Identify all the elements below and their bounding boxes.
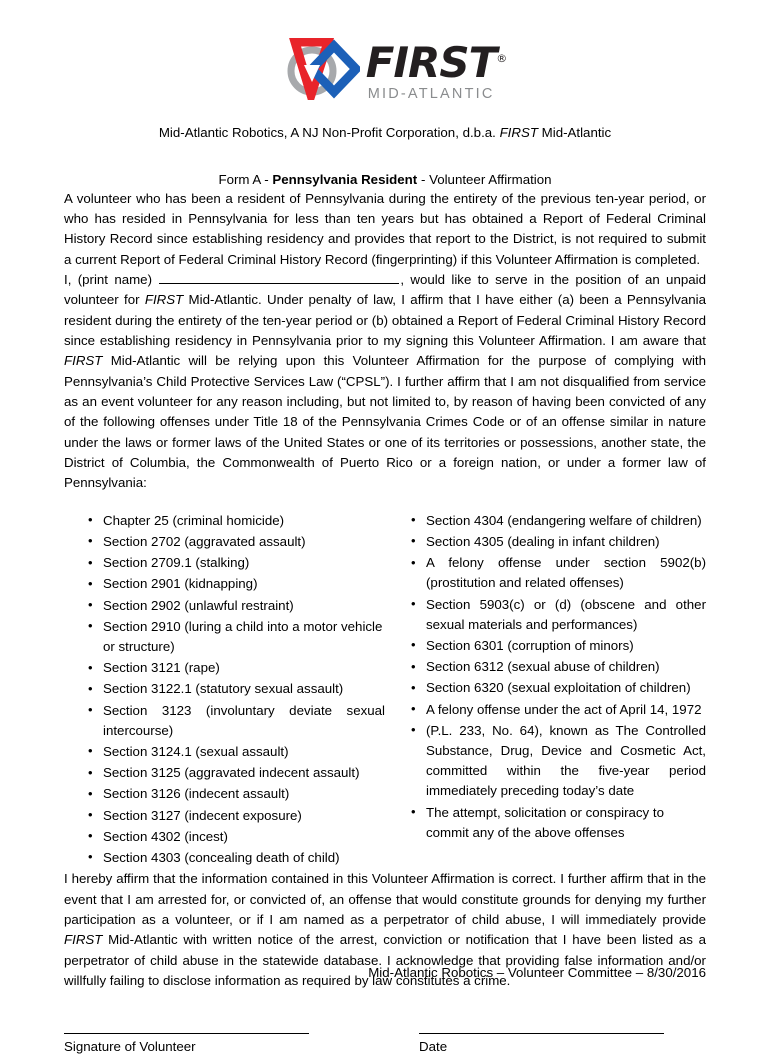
list-item: • Section 3127 (indecent exposure) xyxy=(86,806,385,826)
affirmation-first-brand-2: FIRST xyxy=(64,353,103,369)
signature-label-volunteer: Signature of Volunteer xyxy=(64,1039,196,1054)
list-item: • Section 2902 (unlawful restraint) xyxy=(86,596,385,616)
list-item: • Section 2901 (kidnapping) xyxy=(86,574,385,594)
form-title-suffix: - Volunteer Affirmation xyxy=(417,172,552,188)
affirmation-text-b: Mid-Atlantic. Under penalty of law, I affirm that I have either (a) been a Pennsylvania resident during the entirety of the ten-year period or (b) obtained a Report of Federal Criminal History Record since establishing residency in Pennsylvania prior to my signing this Volunteer Affirmation. I am aware that xyxy=(64,292,706,348)
org-line-first-brand: FIRST xyxy=(499,125,538,140)
list-item: • A felony offense under the act of April 14, 1972 xyxy=(409,700,706,720)
offense-list-left-column xyxy=(64,511,385,869)
list-item: • Section 3122.1 (statutory sexual assault) xyxy=(86,679,385,699)
registered-trademark-icon: ® xyxy=(496,52,507,65)
list-item: • Section 6312 (sexual abuse of children) xyxy=(409,657,706,677)
form-title-emphasis: Pennsylvania Resident xyxy=(272,172,418,188)
list-item: • Section 2910 (luring a child into a motor vehicle or structure) xyxy=(86,617,385,657)
affirmation-text-a: , would like to serve in the position of an unpaid volunteer for xyxy=(64,271,706,308)
list-item: • Section 4304 (endangering welfare of children) xyxy=(409,511,706,531)
intro-paragraph: A volunteer who has been a resident of Pennsylvania during the entirety of the previous ten-year period, or who has resided in Pennsylvania for less than ten years but has obtained a Report of Federal Criminal History Record since establishing residency and provides that report to the District, is not required to submit a current Report of Federal Criminal History Record (fingerprinting) if this Volunteer Affirmation is completed. xyxy=(64,190,706,267)
affirmation-first-brand-1: FIRST xyxy=(144,292,184,308)
signature-line-volunteer[interactable] xyxy=(64,1033,309,1034)
affirmation-text-c: Mid-Atlantic will be relying upon this Volunteer Affirmation for the purpose of complying with Pennsylvania’s Child Protective Services Law (“CPSL”). I further affirm that I am not disqualified from service as an event volunteer for any reason including, but not limited to, by reason of having been convicted of any of the following offenses under Title 18 of the Pennsylvania Crimes Code or of an offense similar in nature under the laws or former laws of the United States or one of its territories or possessions, another state, the District of Columbia, the Commonwealth of Puerto Rico or a foreign nation, or under a former law of Pennsylvania: xyxy=(64,353,706,491)
list-item: • Section 2702 (aggravated assault) xyxy=(86,532,385,552)
list-item: • Section 5903(c) or (d) (obscene and other sexual materials and performances) xyxy=(409,595,706,635)
offense-lists xyxy=(64,511,706,869)
logo-wordmark-text: FIRST xyxy=(365,38,497,87)
list-item: • Section 4305 (dealing in infant children) xyxy=(409,532,706,552)
final-first-brand: FIRST xyxy=(64,932,103,948)
logo-subtitle: MID-ATLANTIC xyxy=(367,86,495,102)
offense-list-right xyxy=(409,511,706,843)
page-title xyxy=(64,171,706,188)
list-item: • Section 4302 (incest) xyxy=(86,827,385,847)
signature-field-volunteer xyxy=(64,1033,385,1054)
first-logo-mark-icon xyxy=(264,38,360,100)
list-item: • Chapter 25 (criminal homicide) xyxy=(86,511,385,531)
print-name-input[interactable] xyxy=(159,272,399,284)
list-item: • Section 3126 (indecent assault) xyxy=(86,784,385,804)
page-footer: Mid-Atlantic Robotics – Volunteer Committee – 8/30/2016 xyxy=(368,965,706,980)
form-title-prefix: Form A - xyxy=(218,172,273,188)
org-line-prefix: Mid-Atlantic Robotics, A NJ Non-Profit Corporation, d.b.a. xyxy=(158,125,500,140)
org-line-suffix: Mid-Atlantic xyxy=(537,125,612,140)
first-mid-atlantic-logo xyxy=(64,0,706,102)
final-text-a: I hereby affirm that the information contained in this Volunteer Affirmation is correct. I further affirm that in the event that I am arrested for, or convicted of, an offense that would constitute grounds for denying my further participation as a volunteer, or if I am named as a perpetrator of child abuse, I will immediately provide xyxy=(64,871,706,927)
signature-field-date xyxy=(385,1033,706,1054)
signature-label-date: Date xyxy=(419,1039,448,1054)
list-item: • Section 6301 (corruption of minors) xyxy=(409,636,706,656)
list-item: • Section 6320 (sexual exploitation of children) xyxy=(409,678,706,698)
list-item: • Section 2709.1 (stalking) xyxy=(86,553,385,573)
print-name-label: I, (print name) xyxy=(64,271,159,287)
offense-list-right-column xyxy=(385,511,706,869)
list-item: • (P.L. 233, No. 64), known as The Controlled Substance, Drug, Device and Cosmetic Act, committed within the five-year period immediately preceding today’s date xyxy=(409,721,706,802)
logo-wordmark xyxy=(365,38,507,87)
signature-row xyxy=(64,1033,706,1054)
list-item: • Section 3121 (rape) xyxy=(86,658,385,678)
organization-line xyxy=(64,124,706,141)
final-text-b: Mid-Atlantic with written notice of the arrest, conviction or notification that I have been listed as a perpetrator of child abuse in the statewide database. I acknowledge that providing false information and/or willfully failing to disclose information as required by law constitutes a crime. xyxy=(64,932,706,988)
list-item: • Section 3125 (aggravated indecent assault) xyxy=(86,763,385,783)
list-item: • The attempt, solicitation or conspiracy to commit any of the above offenses xyxy=(409,803,706,843)
offense-list-left xyxy=(86,511,385,868)
signature-line-date[interactable] xyxy=(419,1033,664,1034)
list-item: • Section 3123 (involuntary deviate sexual intercourse) xyxy=(86,701,385,741)
list-item: • Section 3124.1 (sexual assault) xyxy=(86,742,385,762)
affirmation-paragraph xyxy=(64,270,706,494)
list-item: • A felony offense under section 5902(b) (prostitution and related offenses) xyxy=(409,553,706,593)
list-item: • Section 4303 (concealing death of child) xyxy=(86,848,385,868)
